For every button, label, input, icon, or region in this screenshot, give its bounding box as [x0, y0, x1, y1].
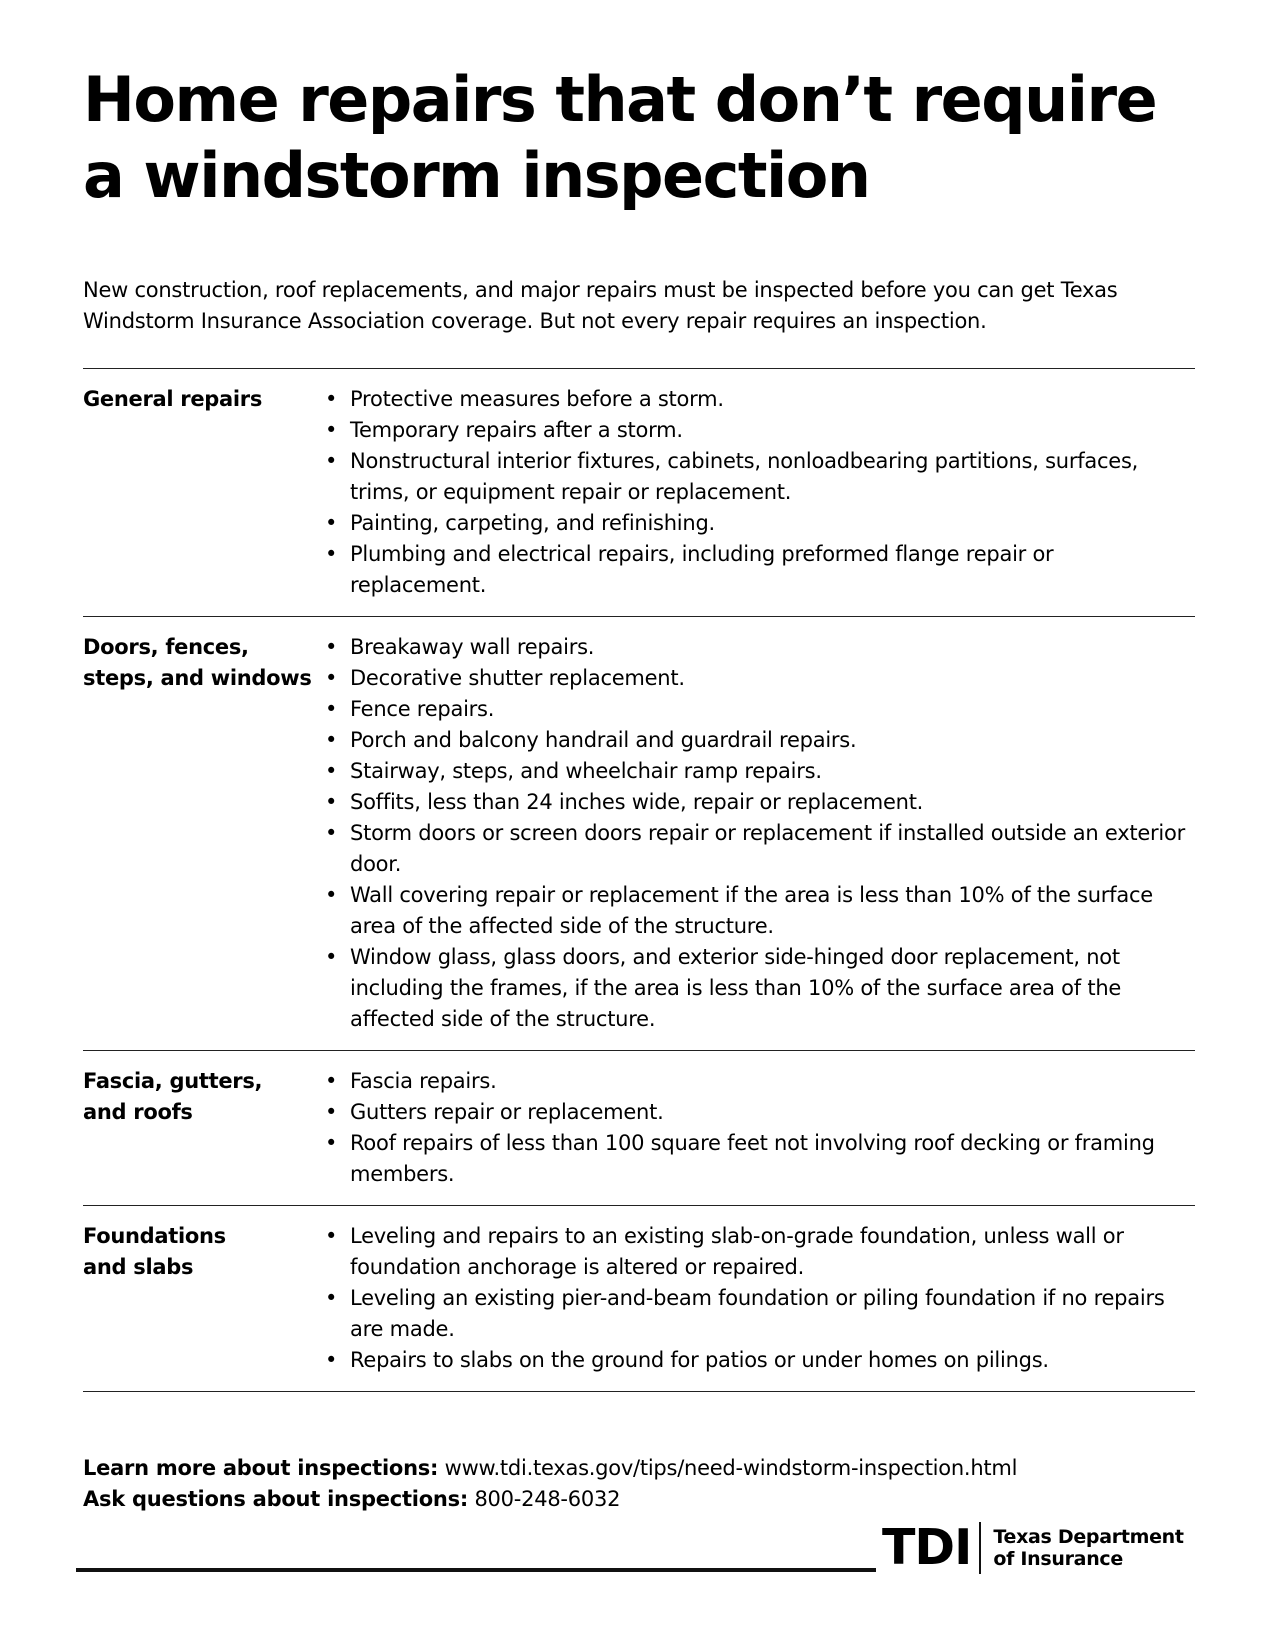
list-item-text: Wall covering repair or replacement if the area is less than 10% of the surface area of the affected side of the structure. — [350, 883, 1153, 938]
footer-info — [83, 1453, 1195, 1515]
list-item-text: Breakaway wall repairs. — [350, 635, 595, 659]
bullet-icon: • — [325, 945, 338, 969]
bullet-icon: • — [325, 1348, 338, 1372]
section-heading: Foundations and slabs — [83, 1224, 226, 1279]
list-item-text: Protective measures before a storm. — [350, 387, 724, 411]
list-item — [323, 1097, 1195, 1128]
bullet-icon: • — [325, 821, 338, 845]
bullet-icon: • — [325, 387, 338, 411]
intro-paragraph: New construction, roof replacements, and major repairs must be inspected before you can get Texas Windstorm Insurance Association coverage. But not every repair requires an inspection. — [83, 278, 1118, 333]
repair-list — [323, 1066, 1195, 1190]
bullet-icon: • — [325, 1286, 338, 1310]
list-item — [323, 725, 1195, 756]
list-item — [323, 818, 1195, 880]
list-item-text: Leveling and repairs to an existing slab-on-grade foundation, unless wall or foundation anchorage is altered or repaired. — [350, 1224, 1124, 1279]
list-item-text: Nonstructural interior fixtures, cabinets, nonloadbearing partitions, surfaces, trims, or equipment repair or replacement. — [350, 449, 1139, 504]
repair-section — [83, 1205, 1195, 1392]
list-item — [323, 632, 1195, 663]
phone-number[interactable]: 800-248-6032 — [474, 1487, 621, 1511]
list-item — [323, 880, 1195, 942]
bullet-icon: • — [325, 666, 338, 690]
list-item-text: Roof repairs of less than 100 square feet not involving roof decking or framing members. — [350, 1131, 1155, 1186]
page-title: Home repairs that don’t require a windstorm inspection — [83, 63, 1157, 212]
list-item — [323, 415, 1195, 446]
list-item-text: Porch and balcony handrail and guardrail repairs. — [350, 728, 857, 752]
list-item — [323, 446, 1195, 508]
bullet-icon: • — [325, 759, 338, 783]
list-item-text: Fascia repairs. — [350, 1069, 497, 1093]
list-item — [323, 384, 1195, 415]
list-item-text: Plumbing and electrical repairs, including preformed flange repair or replacement. — [350, 542, 1054, 597]
list-item — [323, 663, 1195, 694]
list-item — [323, 1128, 1195, 1190]
list-item-text: Painting, carpeting, and refinishing. — [350, 511, 715, 535]
list-item-text: Window glass, glass doors, and exterior side-hinged door replacement, not including the frames, if the area is less than 10% of the surface area of the affected side of the structure. — [350, 945, 1122, 1031]
bullet-icon: • — [325, 1100, 338, 1124]
list-item — [323, 694, 1195, 725]
bullet-icon: • — [325, 697, 338, 721]
bullet-icon: • — [325, 542, 338, 566]
repairs-table — [83, 368, 1195, 1392]
repair-list — [323, 384, 1195, 601]
list-item — [323, 1283, 1195, 1345]
learn-more-line — [83, 1453, 1195, 1484]
logo-separator — [979, 1522, 981, 1574]
bullet-icon: • — [325, 790, 338, 814]
list-item-text: Decorative shutter replacement. — [350, 666, 685, 690]
bullet-icon: • — [325, 1224, 338, 1248]
list-item — [323, 942, 1195, 1035]
list-item-text: Leveling an existing pier-and-beam foundation or piling foundation if no repairs are made. — [350, 1286, 1165, 1341]
bullet-icon: • — [325, 635, 338, 659]
list-item — [323, 1066, 1195, 1097]
bullet-icon: • — [325, 1131, 338, 1155]
repair-section — [83, 368, 1195, 616]
list-item-text: Temporary repairs after a storm. — [350, 418, 683, 442]
bullet-icon: • — [325, 883, 338, 907]
list-item-text: Soffits, less than 24 inches wide, repair or replacement. — [350, 790, 924, 814]
tdi-logo-name: Texas Department of Insurance — [993, 1526, 1184, 1570]
section-heading: General repairs — [83, 387, 263, 411]
list-item-text: Storm doors or screen doors repair or replacement if installed outside an exterior door. — [350, 821, 1185, 876]
bullet-icon: • — [325, 449, 338, 473]
repair-list — [323, 632, 1195, 1035]
list-item-text: Fence repairs. — [350, 697, 495, 721]
repair-section — [83, 616, 1195, 1050]
bullet-icon: • — [325, 728, 338, 752]
learn-more-url[interactable]: www.tdi.texas.gov/tips/need-windstorm-inspection.html — [444, 1456, 1018, 1480]
bullet-icon: • — [325, 1069, 338, 1093]
bullet-icon: • — [325, 511, 338, 535]
list-item — [323, 756, 1195, 787]
list-item — [323, 1221, 1195, 1283]
list-item — [323, 508, 1195, 539]
ask-questions-line — [83, 1484, 1195, 1515]
section-heading: Doors, fences, steps, and windows — [83, 635, 312, 690]
tdi-logo-mark: TDI — [882, 1519, 972, 1576]
tdi-logo — [882, 1518, 1184, 1578]
bottom-divider — [76, 1568, 876, 1572]
list-item — [323, 787, 1195, 818]
section-heading: Fascia, gutters, and roofs — [83, 1069, 263, 1124]
list-item-text: Stairway, steps, and wheelchair ramp repairs. — [350, 759, 822, 783]
repair-section — [83, 1050, 1195, 1205]
bullet-icon: • — [325, 418, 338, 442]
ask-questions-label: Ask questions about inspections: — [83, 1487, 468, 1511]
list-item-text: Repairs to slabs on the ground for patios or under homes on pilings. — [350, 1348, 1049, 1372]
repair-list — [323, 1221, 1195, 1376]
learn-more-label: Learn more about inspections: — [83, 1456, 439, 1480]
list-item — [323, 1345, 1195, 1376]
list-item-text: Gutters repair or replacement. — [350, 1100, 664, 1124]
list-item — [323, 539, 1195, 601]
